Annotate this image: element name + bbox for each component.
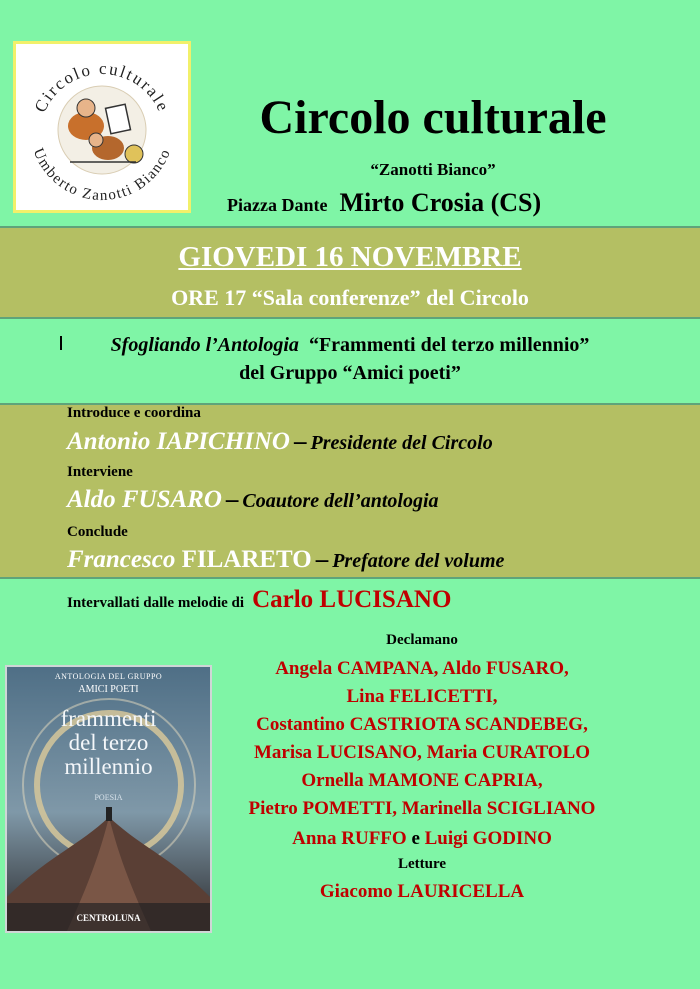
event-date: GIOVEDI 16 NOVEMBRE: [178, 241, 522, 273]
speaker-row: [67, 486, 439, 514]
reader-line: Lina FELICETTI,: [346, 686, 498, 707]
speaker-role: Interviene: [67, 464, 133, 480]
lectures-label: Letture: [397, 856, 447, 872]
interludes-line: [67, 586, 451, 614]
lectures-name: Giacomo LAURICELLA: [319, 881, 525, 902]
speaker-row: [67, 546, 504, 574]
speaker-name: Antonio IAPICHINO: [67, 428, 290, 455]
reader-line-last: Anna RUFFO e Luigi GODINO: [292, 828, 552, 849]
book-genre: POESIA: [94, 793, 123, 802]
book-series: ANTOLOGIA DEL GRUPPO: [54, 672, 163, 681]
event-time-place: ORE 17 “Sala conferenze” del Circolo: [171, 285, 529, 310]
address-street: Piazza Dante: [227, 195, 328, 215]
readers-label: Declamano: [386, 632, 458, 648]
reader-line: Marisa LUCISANO, Maria CURATOLO: [253, 742, 591, 763]
reader-line: Costantino CASTRIOTA SCANDEBEG,: [256, 714, 588, 735]
book-group: AMICI POETI: [78, 684, 139, 695]
speaker-role: Introduce e coordina: [67, 405, 201, 421]
separator-dash: –: [225, 486, 239, 513]
topic-line-1: [0, 332, 700, 358]
book-publisher: CENTROLUNA: [76, 913, 141, 923]
topic-line-2: del Gruppo “Amici poeti”: [239, 362, 461, 384]
reader-line: Angela CAMPANA, Aldo FUSARO,: [275, 658, 569, 679]
logo-graphic: [16, 44, 188, 210]
subtitle: “Zanotti Bianco”: [370, 160, 496, 179]
page-title: Circolo culturale: [259, 91, 607, 144]
book-title: frammenti del terzo millennio: [60, 706, 157, 779]
reader-line: Pietro POMETTI, Marinella SCIGLIANO: [248, 798, 596, 819]
topic-italic: Sfogliando l’Antologia: [110, 334, 299, 356]
logo-ring-text-top: Circolo culturale: [30, 58, 174, 116]
speaker-role: Conclude: [67, 524, 128, 540]
address-city: Mirto Crosia (CS): [339, 188, 542, 217]
interludes-prefix: Intervallati dalle melodie di: [67, 595, 245, 611]
club-logo: [13, 41, 191, 213]
speaker-description: Presidente del Circolo: [310, 432, 493, 454]
separator-dash: –: [315, 546, 329, 573]
logo-ring-text-bottom: Umberto Zanotti Bianco: [29, 146, 175, 205]
speaker-row: [67, 428, 493, 456]
speaker-description: Coautore dell’antologia: [242, 490, 439, 512]
speaker-name: Francesco FILARETO: [67, 546, 312, 573]
speaker-name: Aldo FUSARO: [67, 486, 222, 513]
speaker-description: Prefatore del volume: [332, 550, 505, 572]
topic-title: “Frammenti del terzo millennio”: [308, 334, 590, 356]
book-cover: [5, 665, 212, 933]
musician-name: Carlo LUCISANO: [252, 586, 452, 613]
reader-line: Ornella MAMONE CAPRIA,: [301, 770, 543, 791]
address: [227, 188, 541, 218]
separator-dash: –: [294, 428, 307, 455]
